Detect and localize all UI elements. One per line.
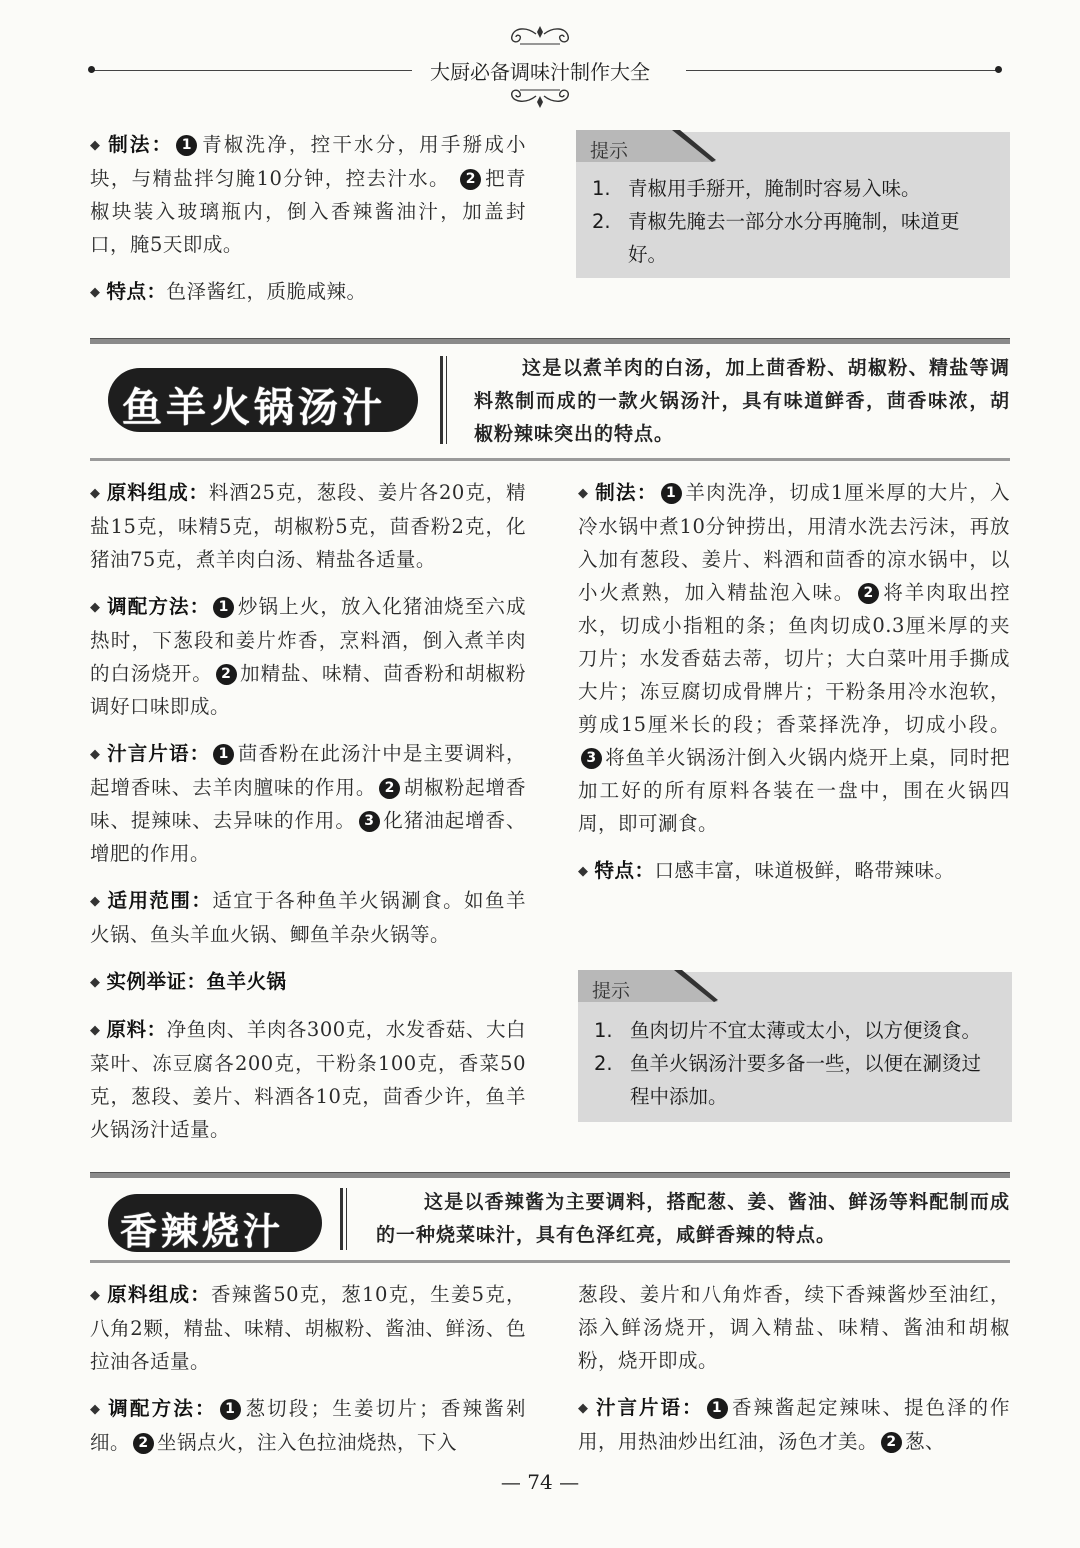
feature-paragraph: ◆ 特点：色泽酱红，质脆咸辣。 — [90, 280, 367, 303]
diamond-bullet-icon: ◆ — [578, 864, 589, 879]
page-number: — 74 — — [500, 1470, 580, 1494]
section1-divider — [440, 356, 443, 444]
tip-list — [594, 1014, 1000, 1113]
section1-title: 鱼羊火锅汤汁 — [122, 385, 386, 431]
step-1-icon: 1 — [176, 135, 197, 156]
step-2-icon: 2 — [858, 583, 879, 604]
section2-divider — [346, 1188, 347, 1250]
section1-intro: 这是以煮羊肉的白汤，加上茴香粉、胡椒粉、精盐等调料熬制而成的一款火锅汤汁，具有味道鲜香，茴香味浓，胡椒粉辣味突出的特点。 — [474, 357, 1010, 445]
ingredients-paragraph: ◆ 原料组成：香辣酱50克，葱10克，生姜5克，八角2颗，精盐、味精、胡椒粉、酱油、鲜汤、色拉油各适量。 — [90, 1283, 526, 1373]
step-3-icon: 3 — [581, 748, 602, 769]
section2-right-column — [578, 1278, 1010, 1472]
tip-item: 2. 鱼羊火锅汤汁要多备一些，以便在涮烫过程中添加。 — [594, 1052, 982, 1108]
section2-rule-bottom — [90, 1260, 1010, 1263]
diamond-bullet-icon: ◆ — [90, 600, 102, 615]
raw-materials-paragraph: ◆ 原料：净鱼肉、羊肉各300克，水发香菇、大白菜叶、冻豆腐各200克，干粉条100克，香菜50克，葱段、姜片、料酒各10克，茴香少许，鱼羊火锅汤汁适量。 — [90, 1018, 526, 1141]
step-3-icon: 3 — [359, 811, 380, 832]
tip-label: 提示 — [590, 140, 629, 162]
diamond-bullet-icon: ◆ — [90, 1023, 101, 1038]
example-paragraph: ◆ 实例举证：鱼羊火锅 — [90, 970, 287, 993]
diamond-bullet-icon: ◆ — [90, 747, 102, 762]
section1-rule-top — [90, 338, 1010, 344]
notes-paragraph: ◆ 汁言片语： 1 茴香粉在此汤汁中是主要调料，起增香味、去羊肉膻味的作用。 2 胡椒粉起增香味、提辣味、去异味的作用。 3 化猪油起增香、增肥的作用。 — [90, 742, 526, 865]
diamond-bullet-icon: ◆ — [90, 138, 103, 153]
diamond-bullet-icon: ◆ — [578, 1401, 590, 1416]
notes-paragraph: ◆ 汁言片语： 1 香辣酱起定辣味、提色泽的作用，用热油炒出红油，汤色才美。 2 葱、 — [578, 1396, 1010, 1453]
tip-box-section1 — [578, 972, 1012, 1122]
step-1-icon: 1 — [213, 744, 234, 765]
section1-left-column — [90, 476, 526, 1160]
tip-label: 提示 — [592, 980, 631, 1002]
section2-divider — [340, 1188, 343, 1250]
ingredients-paragraph: ◆ 原料组成：料酒25克，葱段、姜片各20克，精盐15克，味精5克，胡椒粉5克，茴香粉2克，化猪油75克，煮羊肉白汤、精盐各适量。 — [90, 481, 526, 571]
section1-divider — [446, 356, 447, 444]
feature-paragraph: ◆ 特点：口感丰富，味道极鲜，略带辣味。 — [578, 859, 955, 882]
diamond-bullet-icon: ◆ — [578, 486, 590, 501]
tip-item: 1. 青椒用手掰开，腌制时容易入味。 — [592, 177, 921, 200]
mix-method-continued: 葱段、姜片和八角炸香，续下香辣酱炒至油红，添入鲜汤烧开，调入精盐、味精、酱油和胡椒粉，烧开即成。 — [578, 1283, 1010, 1372]
diamond-bullet-icon: ◆ — [90, 486, 101, 501]
step-2-icon: 2 — [460, 169, 481, 190]
tip-item: 2. 青椒先腌去一部分水分再腌制，味道更好。 — [592, 210, 960, 266]
section2-title: 香辣烧汁 — [120, 1210, 284, 1253]
section1-title-badge — [108, 368, 418, 432]
mix-method-paragraph: ◆ 调配方法： 1 炒锅上火，放入化猪油烧至六成热时，下葱段和姜片炸香，烹料酒，倒入煮羊肉的白汤烧开。 2 加精盐、味精、茴香粉和胡椒粉调好口味即成。 — [90, 595, 526, 718]
tip-box-top — [576, 132, 1010, 278]
section1-rule-bottom — [90, 458, 1010, 461]
top-left-column — [90, 128, 526, 323]
scope-paragraph: ◆ 适用范围：适宜于各种鱼羊火锅涮食。如鱼羊火锅、鱼头羊血火锅、鲫鱼羊杂火锅等。 — [90, 889, 526, 946]
method-paragraph: ◆ 制法： 1 羊肉洗净，切成1厘米厚的大片，入冷水锅中煮10分钟捞出，用清水洗去污沫，再放入加有葱段、姜片、料酒和茴香的凉水锅中，以小火煮熟，加入精盐泡入味。 2 将羊肉取出控水，切成小指粗的条；鱼肉切成0.3厘米厚的夹刀片；水发香菇去蒂，切片；大白菜叶用手撕成大片；冻豆腐切成骨牌片；干粉条用冷水泡软，剪成15厘米长的段；香菜择洗净，切成小段。3 将鱼羊火锅汤汁倒入火锅内烧开上桌，同时把加工好的所有原料各装在一盘中，围在火锅四周，即可涮食。 — [578, 481, 1010, 835]
step-1-icon: 1 — [220, 1399, 241, 1420]
step-2-icon: 2 — [216, 664, 237, 685]
tip-item: 1. 鱼肉切片不宜太薄或太小，以方便烫食。 — [594, 1019, 982, 1042]
running-header: 大厨必备调味汁制作大全 — [0, 56, 1080, 85]
diamond-bullet-icon: ◆ — [90, 975, 101, 990]
header-ornament-bottom — [500, 86, 580, 112]
step-2-icon: 2 — [379, 778, 400, 799]
diamond-bullet-icon: ◆ — [90, 1402, 103, 1417]
step-1-icon: 1 — [213, 597, 234, 618]
diamond-bullet-icon: ◆ — [90, 894, 102, 909]
step-2-icon: 2 — [881, 1432, 902, 1453]
section1-right-column — [578, 476, 1010, 902]
section2-title-badge — [108, 1194, 322, 1252]
mix-method-paragraph: ◆ 调配方法： 1 葱切段；生姜切片；香辣酱剁细。 2 坐锅点火，注入色拉油烧热，下入 — [90, 1397, 526, 1454]
section2-rule-top — [90, 1172, 1010, 1178]
section2-left-column — [90, 1278, 526, 1473]
tip-list — [592, 172, 998, 271]
diamond-bullet-icon: ◆ — [90, 285, 101, 300]
method-paragraph: ◆ 制法： 1 青椒洗净，控干水分，用手掰成小块，与精盐拌匀腌10分钟，控去汁水。 2 把青椒块装入玻璃瓶内，倒入香辣酱油汁，加盖封口，腌5天即成。 — [90, 133, 526, 256]
step-1-icon: 1 — [707, 1398, 728, 1419]
header-ornament-top — [500, 22, 580, 50]
step-2-icon: 2 — [133, 1433, 154, 1454]
diamond-bullet-icon: ◆ — [90, 1288, 102, 1303]
step-1-icon: 1 — [661, 483, 682, 504]
section2-intro: 这是以香辣酱为主要调料，搭配葱、姜、酱油、鲜汤等料配制而成的一种烧菜味汁，具有色泽红亮，咸鲜香辣的特点。 — [376, 1191, 1010, 1246]
